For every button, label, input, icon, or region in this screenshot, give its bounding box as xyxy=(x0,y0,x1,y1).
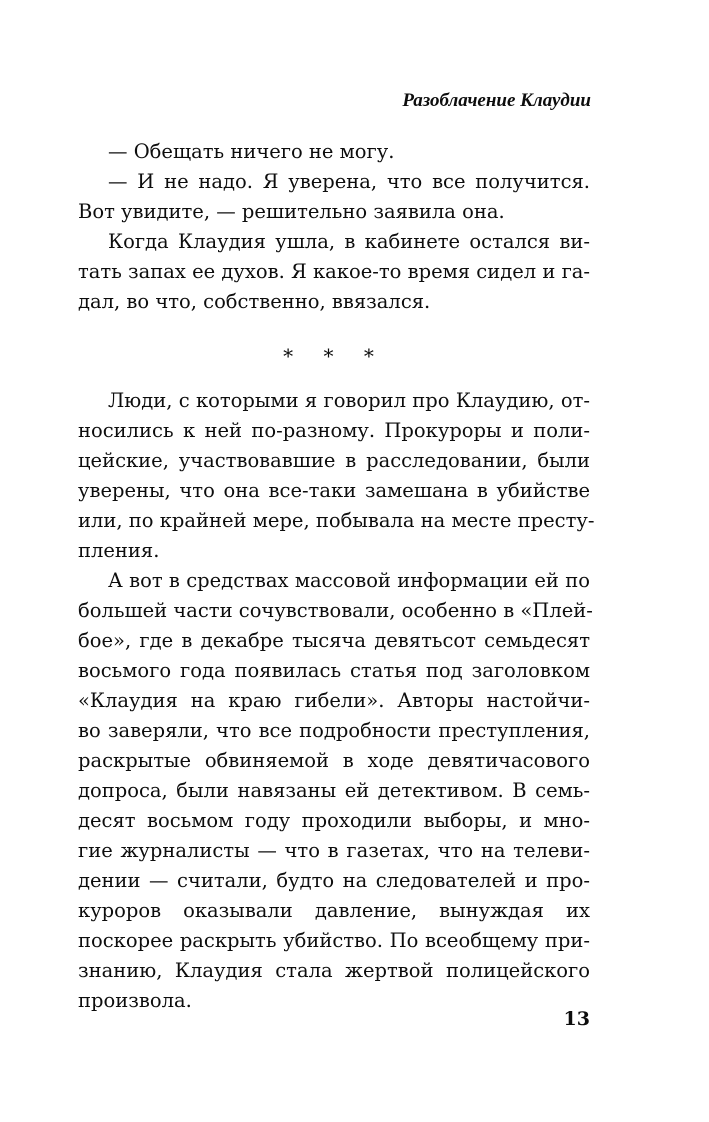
text-line: уверены, что она все-таки замешана в убийстве xyxy=(78,479,590,502)
text-line: Вот увидите, — решительно заявила она. xyxy=(78,200,505,223)
text-line: носились к ней по-разному. Прокуроры и поли- xyxy=(78,419,590,442)
text-block-bottom xyxy=(78,386,595,1016)
text-line: — Обещать ничего не могу. xyxy=(108,140,395,163)
text-line: куроров оказывали давление, вынуждая их xyxy=(78,899,590,922)
text-line: Люди, с которыми я говорил про Клаудию, от- xyxy=(108,389,590,412)
text-line: дал, во что, собственно, ввязался. xyxy=(78,290,431,313)
text-line: дении — считали, будто на следователей и про- xyxy=(78,869,590,892)
text-line: допроса, были навязаны ей детективом. В семь- xyxy=(78,779,590,802)
text-block-top xyxy=(78,137,590,317)
running-header: Разоблачение Клаудии xyxy=(402,90,591,111)
text-line: восьмого года появилась статья под заголовком xyxy=(78,659,590,682)
text-line: произвола. xyxy=(78,989,192,1012)
text-line: пления. xyxy=(78,539,160,562)
text-line: Когда Клаудия ушла, в кабинете остался ви- xyxy=(108,230,590,253)
text-line: «Клаудия на краю гибели». Авторы настойчи- xyxy=(78,689,590,712)
text-line: тать запах ее духов. Я какое-то время сидел и га- xyxy=(78,260,590,283)
text-line: десят восьмом году проходили выборы, и мно- xyxy=(78,809,590,832)
text-line: знанию, Клаудия стала жертвой полицейского xyxy=(78,959,590,982)
text-line: цейские, участвовавшие в расследовании, были xyxy=(78,449,590,472)
text-line: — И не надо. Я уверена, что все получится. xyxy=(108,170,590,193)
page-number: 13 xyxy=(563,1008,590,1030)
text-line: во заверяли, что все подробности преступления, xyxy=(78,719,590,742)
text-line: гие журналисты — что в газетах, что на телеви- xyxy=(78,839,590,862)
text-line: бое», где в декабре тысяча девятьсот семьдесят xyxy=(78,629,590,652)
text-line: раскрытые обвиняемой в ходе девятичасового xyxy=(78,749,590,772)
text-line: А вот в средствах массовой информации ей по xyxy=(108,569,590,592)
section-separator: * * * xyxy=(283,344,386,368)
text-line: большей части сочувствовали, особенно в «Плей- xyxy=(78,599,593,622)
text-line: поскорее раскрыть убийство. По всеобщему при- xyxy=(78,929,590,952)
text-line: или, по крайней мере, побывала на месте престу- xyxy=(78,509,595,532)
